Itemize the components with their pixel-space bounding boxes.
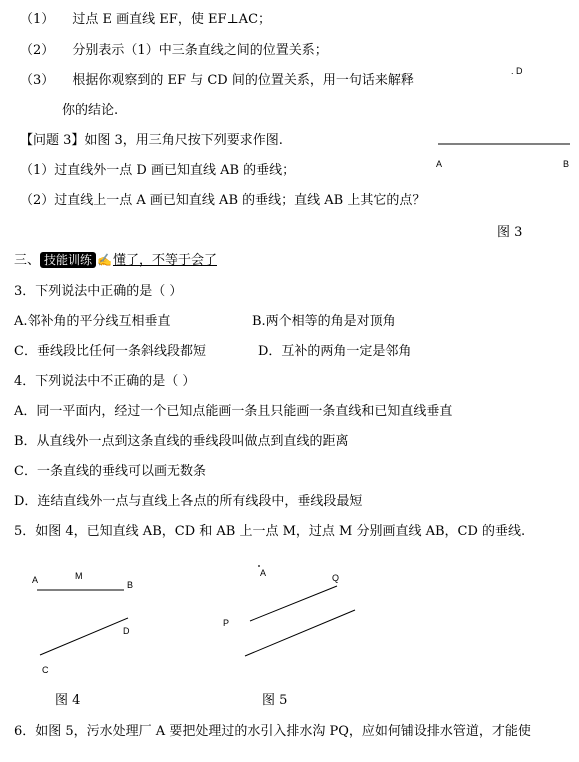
q6-stem: 6．如图 5，污水处理厂 A 要把处理过的水引入排水沟 PQ，应如何铺设排水管道，才能使 xyxy=(14,724,531,739)
item-1-number: （1） xyxy=(20,12,55,27)
section-3-prefix: 三、 xyxy=(14,253,41,268)
q5-stem: 5．如图 4，已知直线 AB，CD 和 AB 上一点 M，过点 M 分别画直线 AB，CD 的垂线. xyxy=(14,524,526,539)
item-2-text: 分别表示（1）中三条直线之间的位置关系； xyxy=(72,43,328,58)
fig4-label-c: C xyxy=(42,665,49,675)
item-2-number: （2） xyxy=(20,43,55,58)
question-3-item-2: （2）过直线上一点 A 画已知直线 AB 的垂线；直线 AB 上其它的点？ xyxy=(20,193,426,208)
fig3-label-b: B xyxy=(563,159,570,169)
item-3-continuation: 你的结论. xyxy=(62,103,119,118)
fig4-label-d: D xyxy=(123,626,130,636)
fig3-caption: 图 3 xyxy=(497,225,523,240)
item-1-text: 过点 E 画直线 EF，使 EF⊥AC； xyxy=(72,12,272,27)
item-3-text: 根据你观察到的 EF 与 CD 间的位置关系，用一句话来解释 xyxy=(72,73,414,88)
q3-stem: 3．下列说法中正确的是（ ） xyxy=(14,284,183,299)
q3-option-a: A.邻补角的平分线互相垂直 xyxy=(14,314,171,329)
fig4-caption: 图 4 xyxy=(55,693,81,708)
item-3-number: （3） xyxy=(20,73,55,88)
fig3-label-a: A xyxy=(436,159,443,169)
q3-option-b: B.两个相等的角是对顶角 xyxy=(252,314,396,329)
fig5-line-pq xyxy=(250,586,337,621)
q4-option-b: B．从直线外一点到这条直线的垂线段叫做点到直线的距离 xyxy=(14,434,349,449)
fig3-point-d: . D xyxy=(511,66,523,76)
fig5-label-p: P xyxy=(223,618,230,628)
fig4-label-a: A xyxy=(32,575,39,585)
fig5-caption: 图 5 xyxy=(262,693,288,708)
question-3-heading: 【问题 3】如图 3，用三角尺按下列要求作图. xyxy=(20,133,283,148)
fig5-point-a xyxy=(258,565,260,567)
fig5-label-q: Q xyxy=(332,573,340,583)
q4-option-d: D．连结直线外一点与直线上各点的所有线段中，垂线段最短 xyxy=(14,494,363,509)
fig4-label-m: M xyxy=(75,571,83,581)
question-3-item-1: （1）过直线外一点 D 画已知直线 AB 的垂线； xyxy=(20,163,296,178)
q4-option-a: A．同一平面内，经过一个已知点能画一条且只能画一条直线和已知直线垂直 xyxy=(14,404,453,419)
fig4-line-cd xyxy=(40,618,128,655)
fig4-label-b: B xyxy=(127,580,134,590)
q3-option-d: D．互补的两角一定是邻角 xyxy=(258,344,412,359)
q3-option-c: C．垂线段比任何一条斜线段都短 xyxy=(14,344,206,359)
q4-stem: 4．下列说法中不正确的是（ ） xyxy=(14,374,196,389)
q4-option-c: C．一条直线的垂线可以画无数条 xyxy=(14,464,206,479)
pen-icon: ✍ xyxy=(97,253,112,267)
skill-training-badge: 技能训练 xyxy=(40,252,96,268)
section-3-subtitle: 懂了，不等于会了 xyxy=(112,253,217,268)
fig5-label-a: A xyxy=(260,568,267,578)
